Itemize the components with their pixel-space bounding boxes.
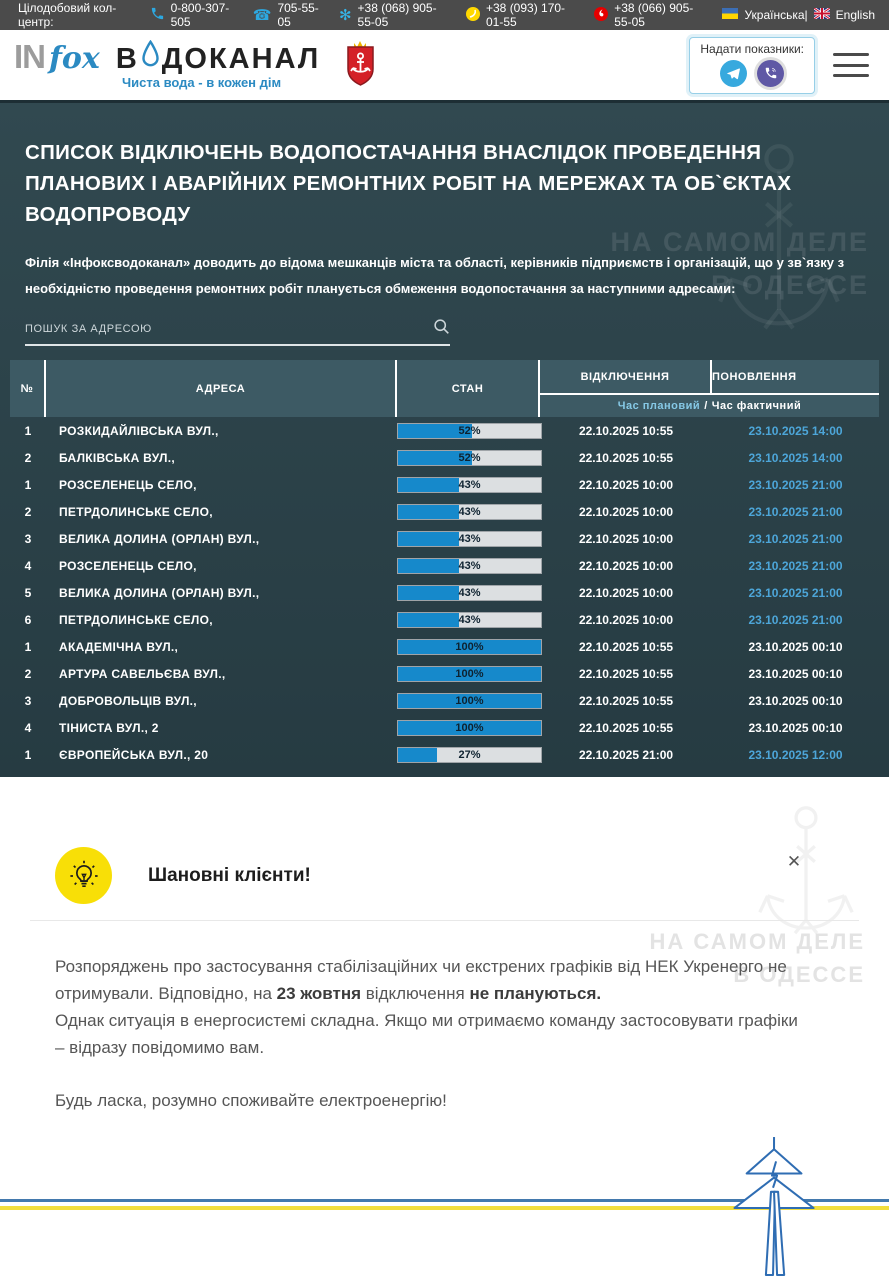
- table-row: [10, 741, 879, 768]
- notice-title: Шановні клієнти!: [148, 865, 311, 886]
- row-renewal-time: 23.10.2025 14:00: [748, 450, 843, 465]
- lifecell-icon: [466, 7, 480, 24]
- progress-bar: [397, 639, 542, 655]
- call-center-label: Цілодобовий кол-центр:: [18, 1, 117, 29]
- progress-label: 43%: [458, 613, 481, 626]
- outages-section: [0, 103, 889, 777]
- row-renewal-time: 23.10.2025 21:00: [748, 612, 843, 627]
- logo-infox-in: IN: [14, 38, 45, 76]
- lightbulb-icon: [55, 847, 112, 904]
- progress-label: 100%: [455, 721, 484, 734]
- row-progress: [397, 477, 540, 493]
- row-outage-time: 22.10.2025 10:55: [578, 720, 674, 735]
- logo-tagline: Чиста вода - в кожен дім: [122, 75, 282, 91]
- row-address: ПЕТРДОЛИНСЬКЕ СЕЛО,: [59, 504, 213, 519]
- address-search: [25, 318, 450, 346]
- lang-english[interactable]: English: [835, 8, 876, 22]
- row-address: ЄВРОПЕЙСЬКА ВУЛ., 20: [59, 747, 209, 762]
- row-renewal-time: 23.10.2025 21:00: [748, 558, 843, 573]
- phone-number: 705-55-05: [277, 1, 319, 29]
- site-header: [0, 30, 889, 103]
- table-row: [10, 633, 879, 660]
- row-outage-time: 22.10.2025 10:00: [578, 585, 674, 600]
- row-progress: [397, 612, 540, 628]
- row-number: 2: [24, 450, 32, 465]
- phone-lifecell[interactable]: [466, 1, 574, 29]
- row-outage-time: 22.10.2025 10:00: [578, 612, 674, 627]
- phone-city[interactable]: [253, 1, 319, 29]
- progress-label: 52%: [458, 451, 481, 464]
- intro-text: Філія «Інфоксводоканал» доводить до відома мешканців міста та області, керівників підприємств і організацій, що у зв`язку з необхідністю проведення ремонтних робіт планується обмеження водопостачання за наступними адресами:: [25, 255, 845, 296]
- progress-bar: [397, 612, 542, 628]
- row-address: АРТУРА САВЕЛЬЄВА ВУЛ.,: [59, 666, 226, 681]
- progress-bar: [397, 558, 542, 574]
- progress-bar: [397, 504, 542, 520]
- outages-table: [10, 360, 879, 768]
- row-renewal-time: 23.10.2025 00:10: [748, 639, 843, 654]
- progress-label: 43%: [458, 478, 481, 491]
- row-number: 3: [24, 531, 32, 546]
- row-address: РОЗСЕЛЕНЕЦЬ СЕЛО,: [59, 477, 197, 492]
- row-renewal-time: 23.10.2025 00:10: [748, 693, 843, 708]
- progress-label: 100%: [455, 667, 484, 680]
- row-number: 2: [24, 504, 32, 519]
- row-number: 3: [24, 693, 32, 708]
- phone-kyivstar[interactable]: [339, 1, 446, 29]
- row-outage-time: 22.10.2025 10:55: [578, 639, 674, 654]
- row-outage-time: 22.10.2025 10:00: [578, 504, 674, 519]
- col-state: СТАН: [397, 360, 540, 417]
- row-address: АКАДЕМІЧНА ВУЛ.,: [59, 639, 179, 654]
- vodokanal-logo[interactable]: [14, 40, 320, 90]
- row-progress: [397, 423, 540, 439]
- row-progress: [397, 693, 540, 709]
- row-outage-time: 22.10.2025 21:00: [578, 747, 674, 762]
- search-input[interactable]: [25, 323, 433, 335]
- row-outage-time: 22.10.2025 10:00: [578, 558, 674, 573]
- row-number: 2: [24, 666, 32, 681]
- viber-icon[interactable]: [757, 60, 784, 87]
- progress-bar: [397, 477, 542, 493]
- progress-label: 52%: [458, 424, 481, 437]
- submit-readings-label: Надати показники:: [700, 41, 804, 56]
- time-planned-label: Час плановий: [617, 400, 701, 412]
- row-number: 1: [24, 747, 32, 762]
- row-renewal-time: 23.10.2025 14:00: [748, 423, 843, 438]
- col-address: АДРЕСА: [46, 360, 397, 417]
- progress-label: 43%: [458, 586, 481, 599]
- row-number: 1: [24, 639, 32, 654]
- table-row: [10, 714, 879, 741]
- table-row: [10, 660, 879, 687]
- row-progress: [397, 747, 540, 763]
- table-row: [10, 417, 879, 444]
- page-title: СПИСОК ВІДКЛЮЧЕНЬ ВОДОПОСТАЧАННЯ ВНАСЛІДОК ПРОВЕДЕННЯ ПЛАНОВИХ І АВАРІЙНИХ РЕМОНТНИХ РОБІТ НА МЕРЕЖАХ ТА ОБ`ЄКТАХ ВОДОПРОВОДУ: [25, 141, 792, 226]
- power-tower-illustration: [713, 1135, 831, 1277]
- row-address: ПЕТРДОЛИНСЬКЕ СЕЛО,: [59, 612, 213, 627]
- time-actual-label: Час фактичний: [711, 400, 802, 412]
- menu-icon[interactable]: [833, 53, 869, 77]
- row-address: ВЕЛИКА ДОЛИНА (ОРЛАН) ВУЛ.,: [59, 585, 260, 600]
- notice-modal: [0, 777, 889, 1277]
- col-outage: ВІДКЛЮЧЕННЯ: [540, 360, 712, 393]
- telegram-icon[interactable]: [720, 60, 747, 87]
- row-number: 4: [24, 558, 32, 573]
- logo-vodokanal-word: В ДОКАНАЛ: [116, 40, 320, 72]
- row-outage-time: 22.10.2025 10:00: [578, 477, 674, 492]
- row-number: 4: [24, 720, 32, 735]
- row-progress: [397, 558, 540, 574]
- progress-label: 100%: [455, 640, 484, 653]
- row-number: 5: [24, 585, 32, 600]
- outage-rows: [10, 417, 879, 768]
- desk-phone-icon: ☎: [252, 6, 272, 24]
- watermark-text: НА САМОМ ДЕЛЕ В ОДЕССЕ: [610, 227, 869, 301]
- phone-vodafone[interactable]: [594, 1, 702, 29]
- watermark-anchor-icon: [751, 802, 861, 977]
- table-row: [10, 444, 879, 471]
- row-address: ДОБРОВОЛЬЦІВ ВУЛ.,: [59, 693, 197, 708]
- row-progress: [397, 504, 540, 520]
- row-address: РОЗСЕЛЕНЕЦЬ СЕЛО,: [59, 558, 197, 573]
- phone-number: +38 (068) 905-55-05: [357, 1, 437, 29]
- row-outage-time: 22.10.2025 10:55: [578, 450, 674, 465]
- vodafone-icon: [594, 7, 608, 24]
- progress-bar: [397, 423, 542, 439]
- progress-bar: [397, 666, 542, 682]
- row-renewal-time: 23.10.2025 00:10: [748, 666, 843, 681]
- row-progress: [397, 531, 540, 547]
- watermark-text: НА САМОМ ДЕЛЕ В ОДЕССЕ: [649, 929, 865, 987]
- phone-number: +38 (093) 170-01-55: [486, 1, 566, 29]
- table-row: [10, 525, 879, 552]
- uk-flag-icon: [814, 8, 830, 22]
- language-switcher: [722, 8, 875, 22]
- row-renewal-time: 23.10.2025 21:00: [748, 477, 843, 492]
- progress-bar: [397, 720, 542, 736]
- odessa-coat-of-arms: [344, 38, 377, 93]
- table-header: [10, 360, 879, 417]
- col-renewal: ПОНОВЛЕННЯ: [712, 370, 797, 383]
- progress-label: 43%: [458, 532, 481, 545]
- lang-ukrainian[interactable]: Українська|: [744, 8, 808, 22]
- progress-bar: [397, 693, 542, 709]
- row-progress: [397, 720, 540, 736]
- row-outage-time: 22.10.2025 10:55: [578, 693, 674, 708]
- row-address: ВЕЛИКА ДОЛИНА (ОРЛАН) ВУЛ.,: [59, 531, 260, 546]
- row-address: БАЛКІВСЬКА ВУЛ.,: [59, 450, 175, 465]
- phone-number: +38 (066) 905-55-05: [614, 1, 694, 29]
- row-outage-time: 22.10.2025 10:55: [578, 423, 674, 438]
- submit-readings-button[interactable]: [689, 37, 815, 94]
- water-drop-icon: [140, 40, 161, 72]
- row-number: 1: [24, 423, 32, 438]
- row-renewal-time: 23.10.2025 21:00: [748, 504, 843, 519]
- handset-icon: [150, 6, 165, 24]
- notice-paragraph: Розпоряджень про застосування стабілізаційних чи екстрених графіків від НЕК Укренерго не отримували. Відповідно, на 23 жовтня відключення не плануються.: [55, 957, 787, 1003]
- progress-bar: [397, 531, 542, 547]
- close-icon[interactable]: ✕: [786, 852, 802, 871]
- table-row: [10, 552, 879, 579]
- row-outage-time: 22.10.2025 10:00: [578, 531, 674, 546]
- row-progress: [397, 585, 540, 601]
- notice-paragraph: Однак ситуація в енергосистемі складна. Якщо ми отримаємо команду застосовувати графіки – відразу повідомимо вам.: [55, 1011, 798, 1057]
- notice-divider: [30, 920, 859, 921]
- table-row: [10, 687, 879, 714]
- row-outage-time: 22.10.2025 10:55: [578, 666, 674, 681]
- progress-label: 100%: [455, 694, 484, 707]
- phone-hotline[interactable]: [150, 1, 233, 29]
- progress-bar: [397, 585, 542, 601]
- table-row: [10, 498, 879, 525]
- row-progress: [397, 639, 540, 655]
- phone-number: 0-800-307-505: [170, 1, 230, 29]
- notice-body: [55, 953, 803, 1114]
- logo-infox-fox: fox: [49, 41, 100, 77]
- row-renewal-time: 23.10.2025 00:10: [748, 720, 843, 735]
- progress-bar: [397, 450, 542, 466]
- progress-label: 43%: [458, 559, 481, 572]
- row-renewal-time: 23.10.2025 12:00: [748, 747, 843, 762]
- notice-paragraph: Будь ласка, розумно споживайте електроенергію!: [55, 1091, 447, 1110]
- row-progress: [397, 666, 540, 682]
- time-legend: Час плановий / Час фактичний: [540, 393, 879, 417]
- table-row: [10, 579, 879, 606]
- table-row: [10, 606, 879, 633]
- topbar: [0, 0, 889, 30]
- kyivstar-icon: ✻: [338, 6, 352, 24]
- row-number: 1: [24, 477, 32, 492]
- row-progress: [397, 450, 540, 466]
- search-icon[interactable]: [433, 318, 450, 340]
- row-address: ТІНИСТА ВУЛ., 2: [59, 720, 159, 735]
- row-address: РОЗКИДАЙЛІВСЬКА ВУЛ.,: [59, 423, 219, 438]
- row-renewal-time: 23.10.2025 21:00: [748, 585, 843, 600]
- progress-label: 43%: [458, 505, 481, 518]
- row-number: 6: [24, 612, 32, 627]
- col-number: №: [10, 360, 46, 417]
- table-row: [10, 471, 879, 498]
- progress-label: 27%: [458, 748, 481, 761]
- row-renewal-time: 23.10.2025 21:00: [748, 531, 843, 546]
- ukraine-flag-icon: [722, 8, 738, 22]
- progress-bar: [397, 747, 542, 763]
